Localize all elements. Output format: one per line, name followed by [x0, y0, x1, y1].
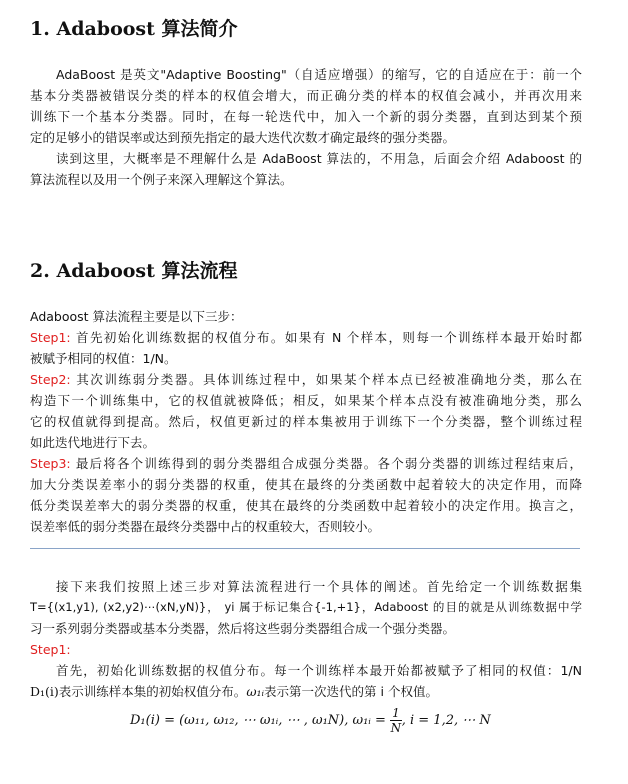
paragraph-line: 习一系列弱分类器或基本分类器，然后将这些弱分类器组合成一个强分类器。	[30, 621, 456, 636]
section1-heading: 1. Adaboost 算法简介	[30, 18, 238, 40]
formula-rhs: , i = 1,2, ⋯ N	[401, 713, 491, 728]
denominator: N	[390, 721, 402, 735]
math-symbol: D₁(i)	[30, 684, 59, 699]
step-text: 首先初始化训练数据的权值分布。如果有 N 个样本，则每一个训练样本最开始时都	[76, 330, 582, 345]
section2-heading: 2. Adaboost 算法流程	[30, 260, 238, 282]
step-text: 如此迭代地进行下去。	[30, 435, 156, 450]
fraction	[390, 706, 402, 735]
paragraph-line: AdaBoost 是英文"Adaptive Boosting"（自适应增强）的缩写，它的自适应在于：前一个	[56, 67, 582, 82]
section2-body	[30, 306, 582, 537]
step1-label: Step1:	[30, 330, 71, 345]
step-text: 最后将各个训练得到的弱分类器组合成强分类器。各个弱分类器的训练过程结束后，	[75, 456, 582, 471]
math-symbol: ω₁ᵢ	[246, 684, 265, 699]
formula-lhs: D₁(i) = (ω₁₁, ω₁₂, ⋯ ω₁ᵢ, ⋯ , ω₁N), ω₁ᵢ =	[130, 713, 391, 728]
d1-description-line	[30, 681, 582, 702]
step-text: 加大分类误差率小的弱分类器的权重，使其在最终的分类函数中起着较大的决定作用，而降	[30, 477, 582, 492]
paragraph-line: 训练下一个基本分类器。同时，在每一轮迭代中，加入一个新的弱分类器，直到达到某个预	[30, 109, 582, 124]
numerator: 1	[392, 706, 400, 720]
step2-label: Step2:	[30, 372, 71, 387]
step-text: 构造下一个训练集中，它的权值就被降低；相反，如果某个样本点没有被准确地分类，那么	[30, 393, 582, 408]
paragraph-line: 定的足够小的错误率或达到预先指定的最大迭代次数才确定最终的强分类器。	[30, 130, 456, 145]
step3-label: Step3:	[30, 456, 71, 471]
paragraph-line: 接下来我们按照上述三步对算法流程进行一个具体的阐述。首先给定一个训练数据集	[56, 579, 582, 594]
example-step1-label: Step1:	[30, 642, 71, 657]
step-text: 误差率低的弱分类器在最终分类器中占的权重较大，否则较小。	[30, 519, 381, 534]
example-body	[30, 576, 582, 702]
paragraph-line: 算法流程以及用一个例子来深入理解这个算法。	[30, 172, 293, 187]
paragraph-line: 首先，初始化训练数据的权值分布。每一个训练样本最开始都被赋予了相同的权值：1/N	[56, 663, 582, 678]
step-text: 它的权值就得到提高。然后，权值更新过的样本集被用于训练下一个分类器，整个训练过程	[30, 414, 582, 429]
weight-formula	[130, 706, 491, 735]
step-text: 低分类误差率大的弱分类器的权重，使其在最终的分类函数中起着较小的决定作用。换言之，	[30, 498, 582, 513]
line-text: 表示第一次迭代的第 i 个权值。	[264, 684, 438, 699]
paragraph-line: 基本分类器被错误分类的样本的权值会增大，而正确分类的样本的权值会减小，并再次用来	[30, 88, 582, 103]
paragraph-line: 读到这里，大概率是不理解什么是 AdaBoost 算法的，不用急，后面会介绍 Adaboost 的	[56, 151, 582, 166]
paragraph-line: T={(x1,y1), (x2,y2)⋯(xN,yN)}， yi 属于标记集合{-1,+1}，Adaboost 的目的就是从训练数据中学	[30, 600, 582, 614]
intro-line: Adaboost 算法流程主要是以下三步：	[30, 309, 243, 324]
section1-body	[30, 64, 582, 190]
step-text: 其次训练弱分类器。具体训练过程中，如果某个样本点已经被准确地分类，那么在	[76, 372, 582, 387]
step-text: 被赋予相同的权值：1/N。	[30, 351, 177, 366]
divider	[30, 548, 580, 549]
line-text: 表示训练样本集的初始权值分布。	[58, 684, 247, 699]
